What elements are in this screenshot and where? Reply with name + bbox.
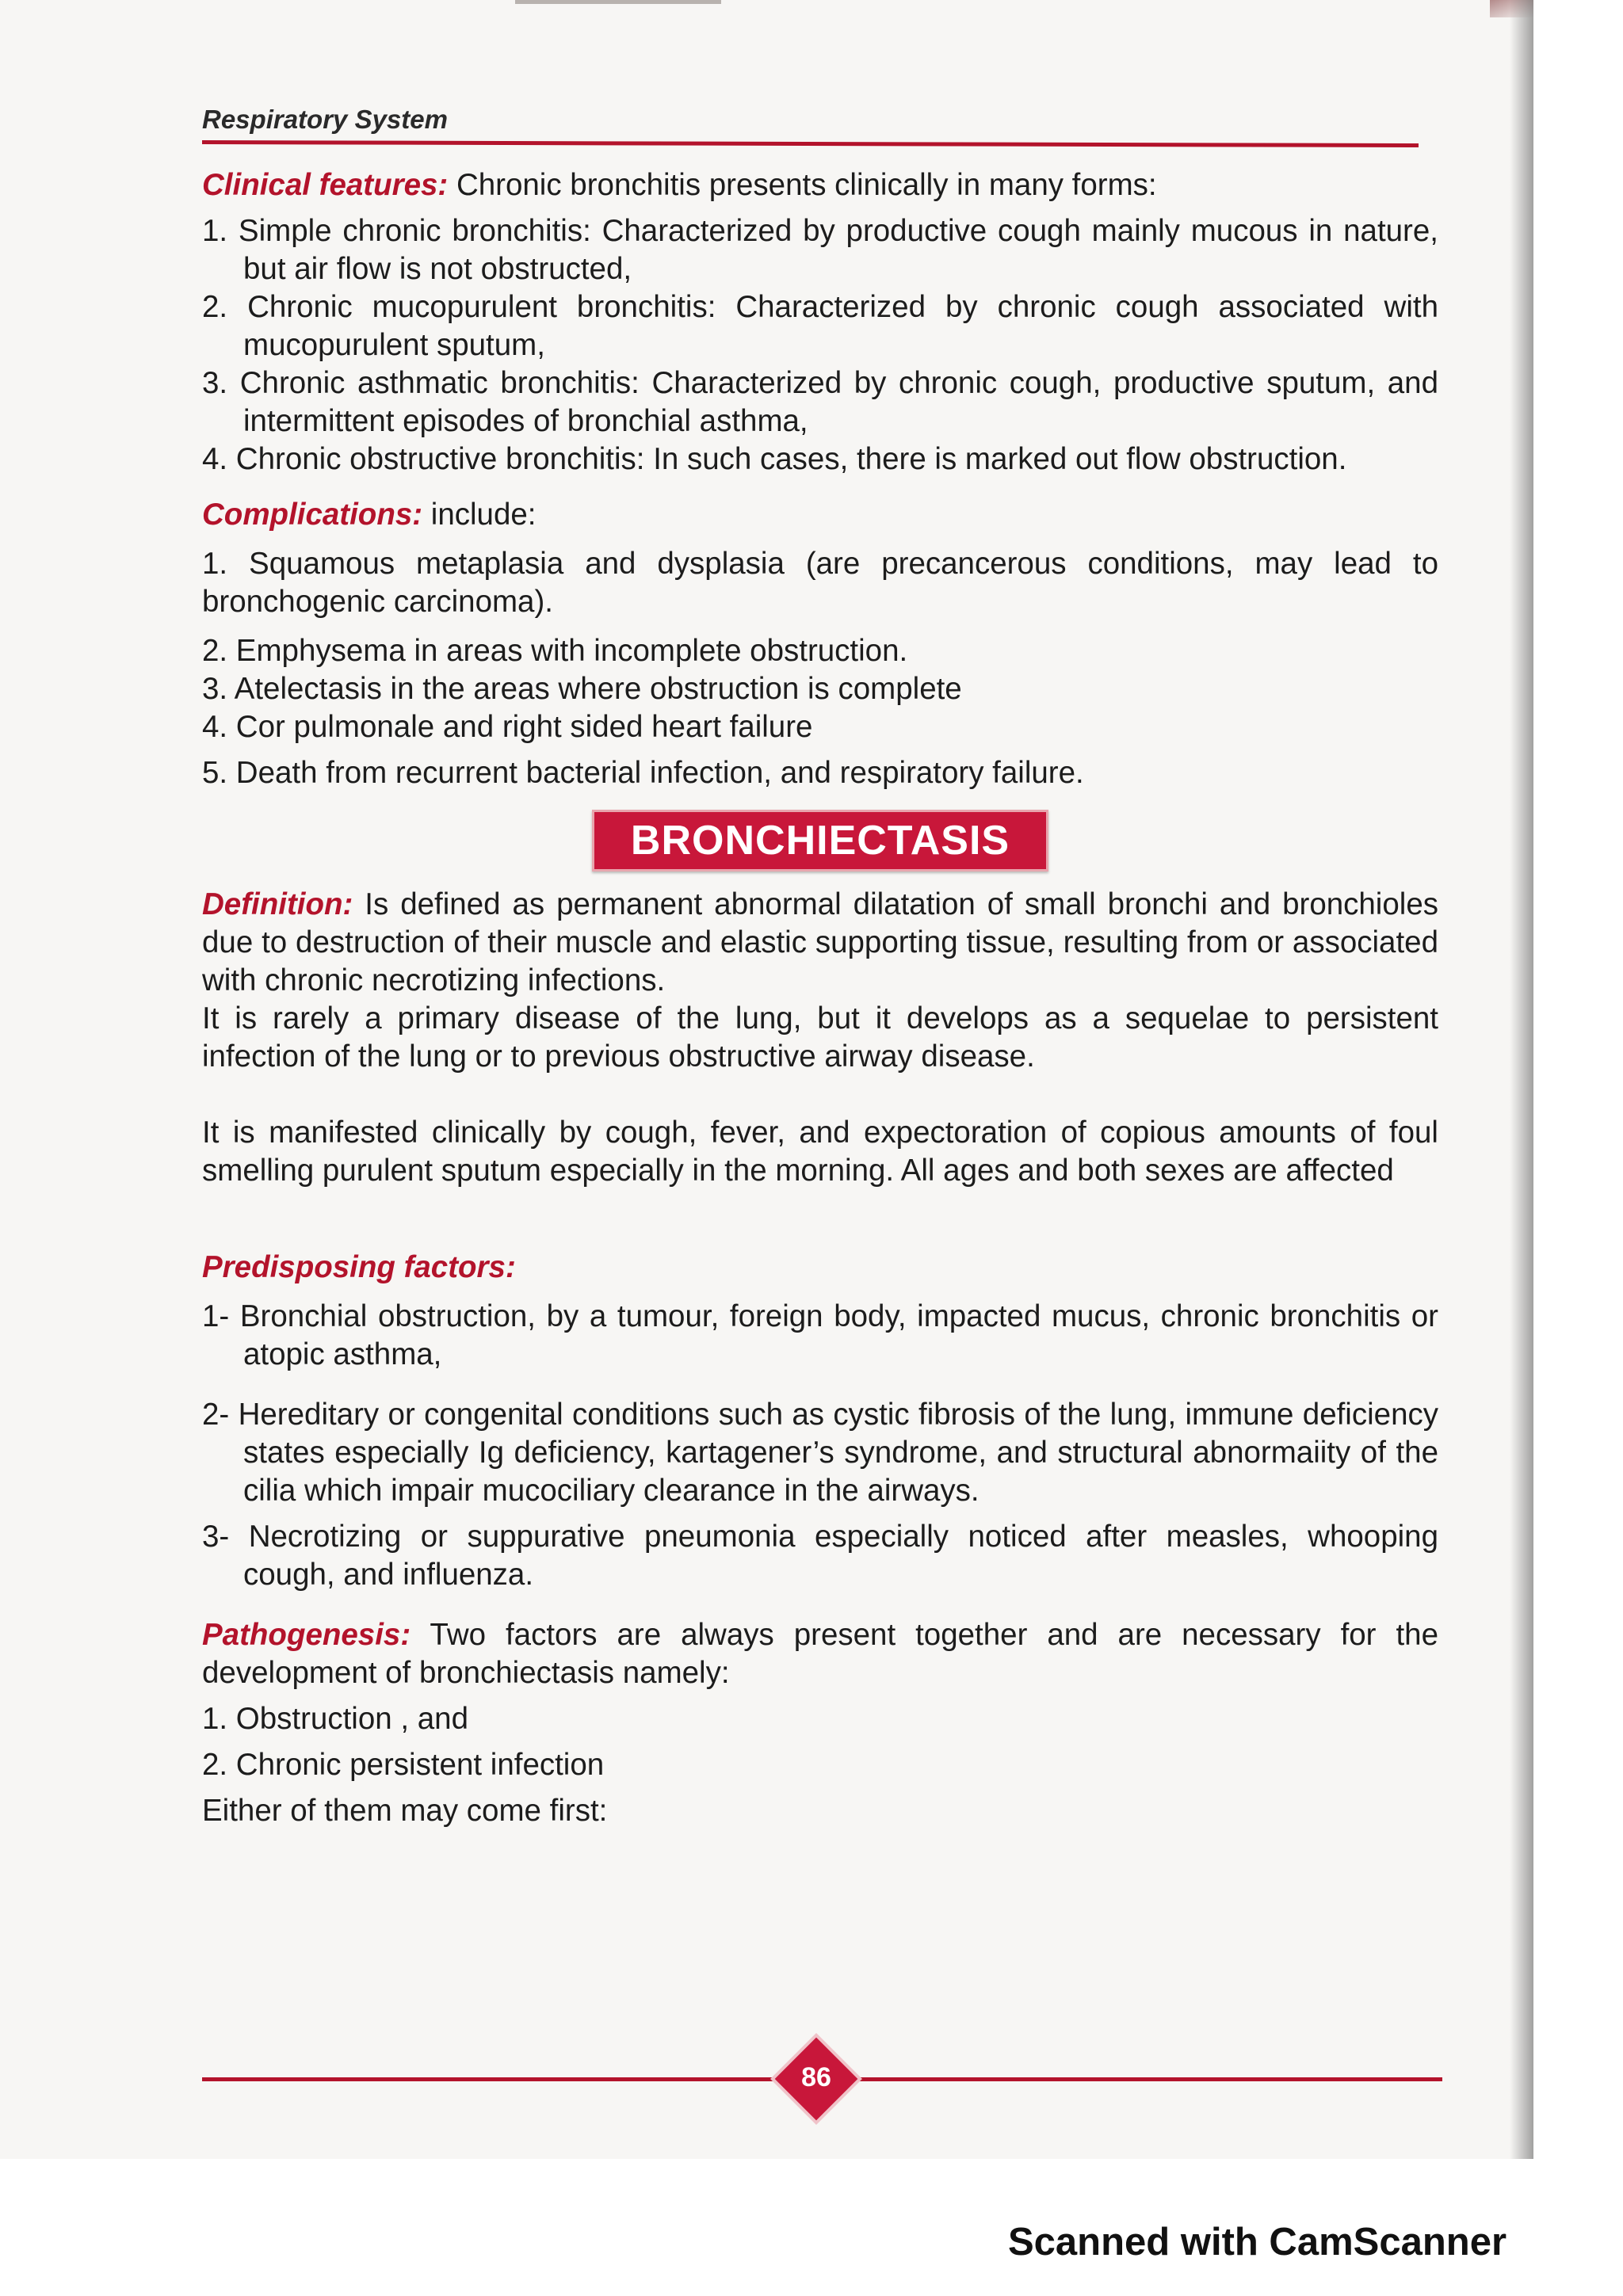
complication-item: 4. Cor pulmonale and right sided heart failure — [202, 710, 813, 744]
complication-item: 1. Squamous metaplasia and dysplasia (are precancerous conditions, may lead to bronchogenic carcinoma). — [202, 547, 1438, 619]
complication-item: 3. Atelectasis in the areas where obstruction is complete — [202, 672, 962, 706]
pathogenesis-item: 1. Obstruction , and — [202, 1702, 468, 1736]
definition-heading: Definition: — [202, 887, 353, 921]
clinical-item: 2. Chronic mucopurulent bronchitis: Characterized by chronic cough associated with mucopurulent sputum, — [202, 290, 1438, 362]
predisposing-heading: Predisposing factors: — [202, 1250, 516, 1284]
pathogenesis-closing: Either of them may come first: — [202, 1794, 608, 1828]
predisposing-heading-line — [202, 1249, 1438, 1287]
section-banner-wrap — [202, 810, 1438, 871]
complications-intro — [202, 496, 1438, 534]
complication-item: 5. Death from recurrent bacterial infection, and respiratory failure. — [202, 756, 1084, 790]
section-banner: BRONCHIECTASIS — [592, 810, 1048, 871]
complication-item: 2. Emphysema in areas with incomplete obstruction. — [202, 634, 908, 668]
scanner-watermark: Scanned with CamScanner — [1008, 2221, 1507, 2264]
page-number: 86 — [801, 2062, 831, 2092]
page-fold-shadow — [1510, 0, 1533, 2159]
definition-paragraph-2: It is rarely a primary disease of the lung, but it develops as a sequelae to persistent infection of the lung or to previous obstructive airway disease. — [202, 1001, 1438, 1074]
pathogenesis-item: 2. Chronic persistent infection — [202, 1748, 605, 1782]
footer-rule-right — [844, 2077, 1442, 2081]
header-rule — [202, 140, 1419, 147]
complications-heading: Complications: — [202, 498, 423, 532]
predisposing-item: 2- Hereditary or congenital conditions such as cystic fibrosis of the lung, immune deficiency states especially Ig deficiency, kartagener’s syndrome, and structural abnormaiity of the cilia which impair mucociliary clearance in the airways. — [202, 1398, 1438, 1508]
pathogenesis-paragraph — [202, 1616, 1438, 1692]
pathogenesis-text: Two factors are always present together and are necessary for the development of bronchiectasis namely: — [202, 1618, 1438, 1690]
clinical-features-intro-text: Chronic bronchitis presents clinically in many forms: — [448, 168, 1157, 202]
predisposing-item: 1- Bronchial obstruction, by a tumour, foreign body, impacted mucus, chronic bronchitis or atopic asthma, — [202, 1299, 1438, 1371]
scan-edge-mark — [515, 0, 721, 4]
clinical-features-intro — [202, 166, 1438, 204]
definition-paragraph-3: It is manifested clinically by cough, fever, and expectoration of copious amounts of foul smelling purulent sputum especially in the morning. All ages and both sexes are affected — [202, 1116, 1438, 1188]
complications-intro-text: include: — [422, 498, 537, 532]
clinical-item: 4. Chronic obstructive bronchitis: In such cases, there is marked out flow obstruction. — [202, 442, 1347, 476]
clinical-item: 3. Chronic asthmatic bronchitis: Characterized by chronic cough, productive sputum, and intermittent episodes of bronchial asthma, — [202, 366, 1438, 438]
predisposing-item: 3- Necrotizing or suppurative pneumonia especially noticed after measles, whooping cough, and influenza. — [202, 1520, 1438, 1592]
definition-text: Is defined as permanent abnormal dilatation of small bronchi and bronchioles due to destruction of their muscle and elastic supporting tissue, resulting from or associated with chronic necrotizing infections. — [202, 887, 1438, 997]
running-head: Respiratory System — [202, 105, 448, 134]
pathogenesis-heading: Pathogenesis: — [202, 1618, 411, 1652]
page-body — [202, 158, 1438, 1830]
footer-rule-left — [202, 2077, 789, 2081]
clinical-features-heading: Clinical features: — [202, 168, 449, 202]
clinical-item: 1. Simple chronic bronchitis: Characterized by productive cough mainly mucous in nature, but air flow is not obstructed, — [202, 214, 1438, 286]
definition-paragraph — [202, 886, 1438, 1000]
